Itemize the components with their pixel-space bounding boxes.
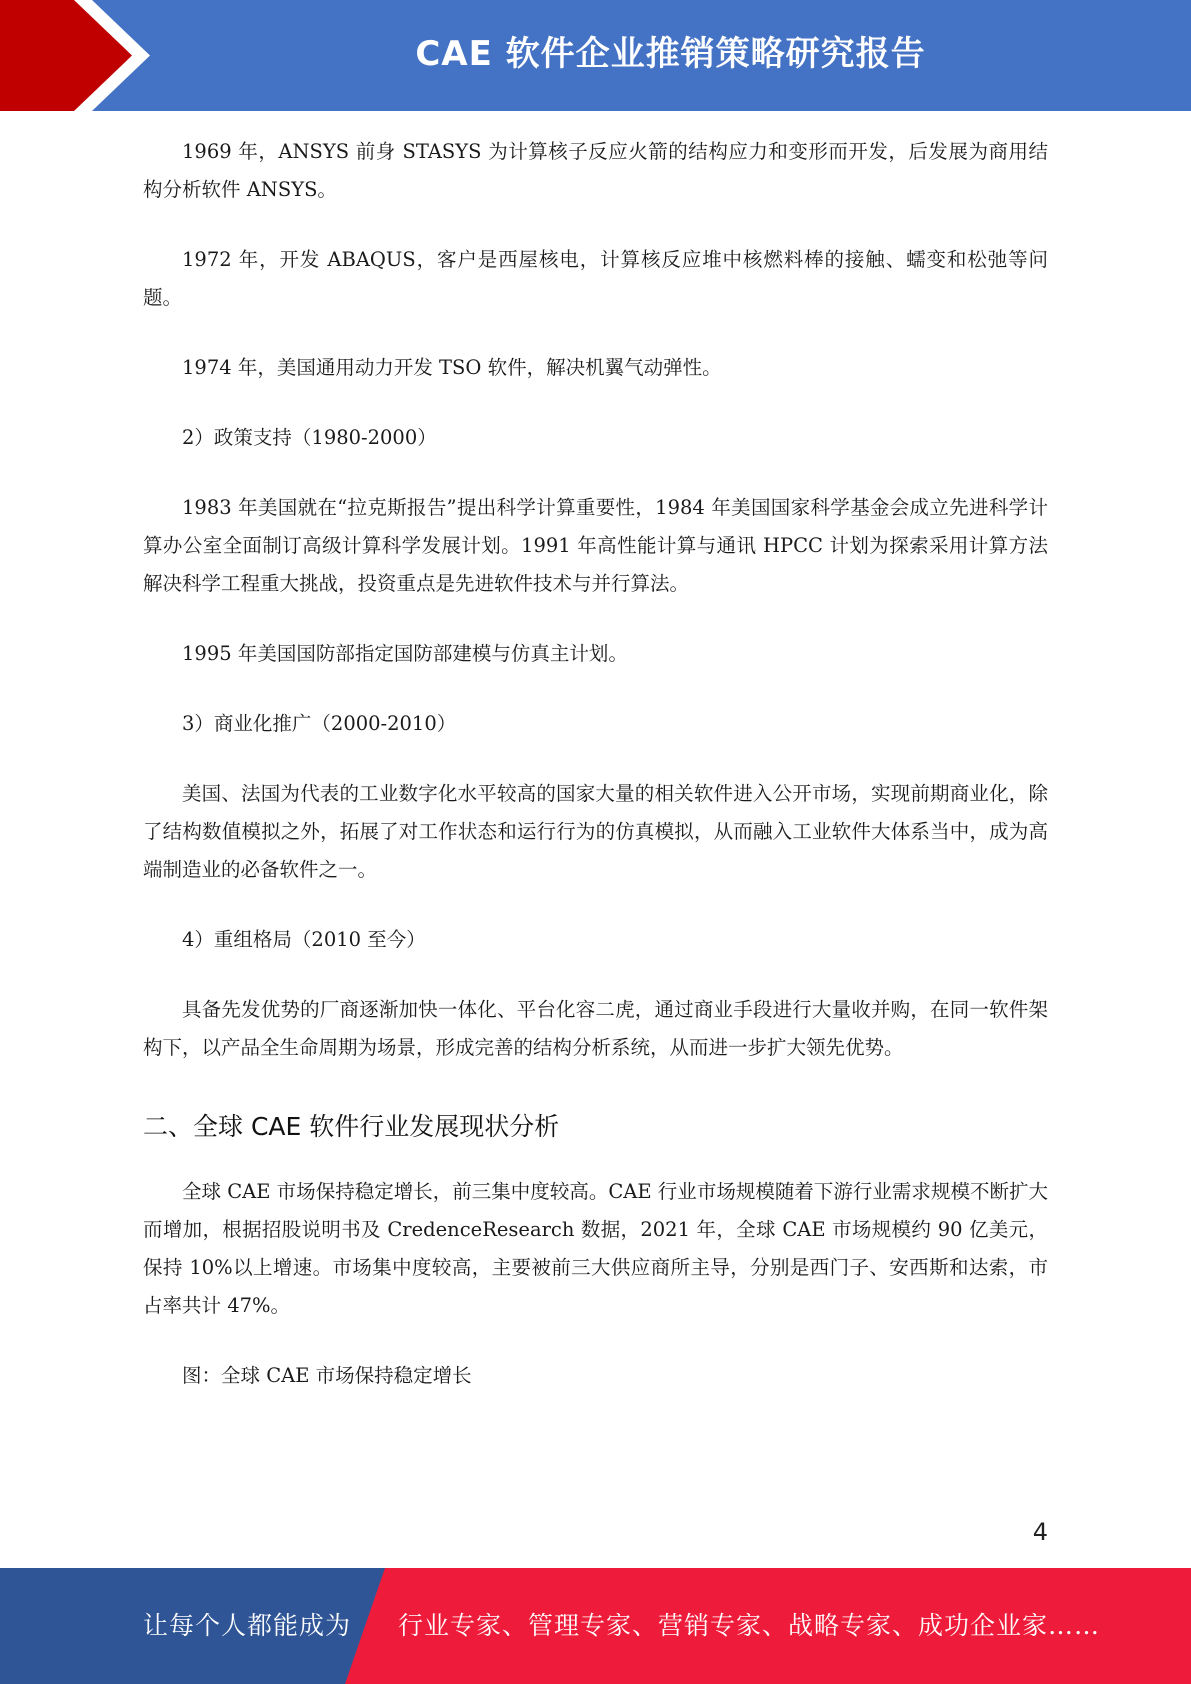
paragraph-tso: 1974 年，美国通用动力开发 TSO 软件，解决机翼气动弹性。 <box>182 356 722 379</box>
paragraph-restructuring: 具备先发优势的厂商逐渐加快一体化、平台化容二虎，通过商业手段进行大量收并购，在同一软件架构下，以产品全生命周期为场景，形成完善的结构分析系统，从而进一步扩大领先优势。 <box>143 998 1048 1059</box>
report-title: CAE 软件企业推销策略研究报告 <box>415 34 926 74</box>
figure-caption: 图：全球 CAE 市场保持稳定增长 <box>182 1364 472 1387</box>
paragraph-ansys: 1969 年，ANSYS 前身 STASYS 为计算核子反应火箭的结构应力和变形而开发，后发展为商用结构分析软件 ANSYS。 <box>143 140 1048 201</box>
subheading-restructuring: 4）重组格局（2010 至今） <box>182 928 426 951</box>
page-header <box>0 0 1191 111</box>
subheading-policy-support: 2）政策支持（1980-2000） <box>182 426 437 449</box>
paragraph-dod-plan: 1995 年美国国防部指定国防部建模与仿真主计划。 <box>182 642 628 665</box>
footer-slogan-right: 行业专家、管理专家、营销专家、战略专家、成功企业家…… <box>398 1611 1101 1640</box>
paragraph-abaqus: 1972 年，开发 ABAQUS，客户是西屋核电，计算核反应堆中核燃料棒的接触、蠕变和松弛等问题。 <box>143 248 1048 309</box>
page-number: 4 <box>1032 1518 1048 1546</box>
paragraph-commercialization: 美国、法国为代表的工业数字化水平较高的国家大量的相关软件进入公开市场，实现前期商业化，除了结构数值模拟之外，拓展了对工作状态和运行行为的仿真模拟，从而融入工业软件大体系当中，成为高端制造业的必备软件之一。 <box>143 782 1048 881</box>
chevron-red-shape <box>0 0 132 111</box>
page-footer <box>0 1568 1191 1684</box>
red-chevron-icon <box>0 0 160 111</box>
document-body <box>143 133 1048 1395</box>
paragraph-market-growth: 全球 CAE 市场保持稳定增长，前三集中度较高。CAE 行业市场规模随着下游行业需求规模不断扩大而增加，根据招股说明书及 CredenceResearch 数据，2021 年，全球 CAE 市场规模约 90 亿美元，保持 10%以上增速。市场集中度较高，主要被前三大供应商所主导，分别是西门子、安西斯和达索，市占率共计 47%。 <box>143 1180 1048 1317</box>
paragraph-lax-report: 1983 年美国就在“拉克斯报告”提出科学计算重要性，1984 年美国国家科学基金会成立先进科学计算办公室全面制订高级计算科学发展计划。1991 年高性能计算与通讯 HPCC 计划为探索采用计算方法解决科学工程重大挑战，投资重点是先进软件技术与并行算法。 <box>143 496 1048 595</box>
footer-slogan-left: 让每个人都能成为 <box>143 1611 352 1640</box>
subheading-commercialization: 3）商业化推广（2000-2010） <box>182 712 457 735</box>
section-heading: 二、全球 CAE 软件行业发展现状分析 <box>143 1112 560 1141</box>
